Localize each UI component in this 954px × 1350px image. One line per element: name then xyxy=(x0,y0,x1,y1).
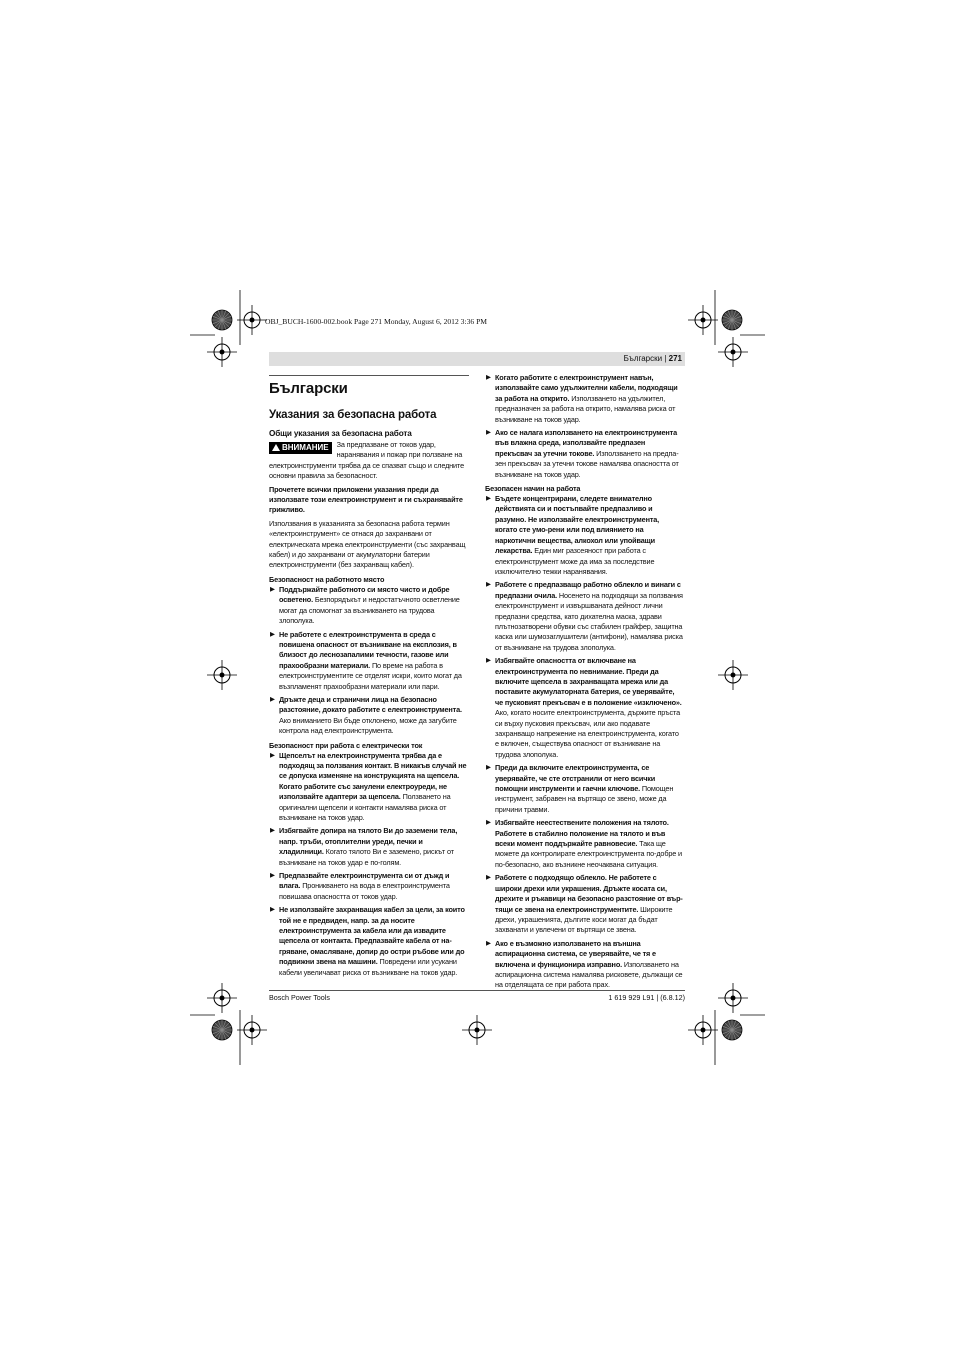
warning-badge xyxy=(269,442,332,454)
warning-triangle-icon xyxy=(272,444,280,451)
list-item: ▶ Ако е възможно използването на външна аспирационна система, се уверявайте, че тя е включена и функционира изправно. Използването на аспирационна система намалява рисковете, дължащи се на отделящата се при работа прах. xyxy=(486,938,683,990)
registration-dot xyxy=(701,1028,706,1033)
list-item: ▶ Дръжте деца и странични лица на безопасно разстояние, докато работите с електроинструмента. Ако вниманието Ви бъде отклонено, може да загубите контрола над електроинструмента. xyxy=(270,694,462,736)
list-item: ▶ Бъдете концентрирани, следете внимателно действията си и постъпвайте предпазливо и разумно. Не използвайте електроинструмента, когато сте умо-рени или под влиянието на наркотични вещества, алкохол или упойващи лекарства. Един миг разсеяност при работа с електроинструмент може да има за последствие изключително тежки наранявания. xyxy=(486,494,660,576)
title-rule xyxy=(269,375,469,376)
term-definition: Използвания в указанията за безопасна работа термин «електроинструмент» се отнася до захранвани от електрическата мрежа електроинструменти (със захранващ кабел) и до захранвани от акумулаторни батерии електроинструменти (без захранващ кабел). xyxy=(269,518,466,570)
electrical-list xyxy=(269,751,467,979)
safe-work-list xyxy=(485,494,683,991)
registration-dot xyxy=(731,350,736,355)
registration-dot xyxy=(250,318,255,323)
bullet-arrow-icon: ▶ xyxy=(270,751,275,759)
header-language: Български xyxy=(623,354,663,363)
bullet-arrow-icon: ▶ xyxy=(486,429,491,437)
list-item: ▶ Избягвайте опасността от включване на електроинструмента по невнимание. Преди да включите щепсела в захранващата мрежа или да поставите акумулаторната батерия, се уверявайте, че пусковият прекъсвач е в положение «изключено». Ако, когато носите електроинструмента, държите пръста си върху пусковия прекъсвач, или ако подавате захранващо напрежение на електроинструмента, когато е включен, съществува опасност от възникване на трудова злополука. xyxy=(486,656,682,759)
left-column xyxy=(269,380,467,981)
bullet-arrow-icon: ▶ xyxy=(270,827,275,835)
registration-dot xyxy=(220,350,225,355)
page-number: 271 xyxy=(668,354,682,363)
work-area-heading: Безопасност на работното място xyxy=(269,574,385,584)
list-item: ▶ Работете с подходящо облекло. Не работете с широки дрехи или украшения. Дръжте косата си, дрехите и ръкавици на безопасно разстояние от вър-тящи се звена на електроинструментите. Широките дрехи, украшенията, дългите коси могат да бъдат захванати и увлечени от въртящи се звена. xyxy=(486,873,683,935)
electrical-heading: Безопасност при работа с електрически ток xyxy=(269,740,423,750)
list-item: ▶ Не използвайте захранващия кабел за цели, за които той не е предвиден, напр. за да носите електроинструмента за кабела или да извадите щепсела от контакта. Предпазвайте кабела от на-гряване, омасляване, допир до остри ръбове или до подвижни звена на машини. Повредени или усукани кабели увеличават риска от възникване на токов удар. xyxy=(270,905,465,977)
bullet-arrow-icon: ▶ xyxy=(270,872,275,880)
list-item: ▶ Преди да включите електроинструмента, се уверявайте, че сте отстранили от него всички помощни инструменти и гаечни ключове. Помощен инструмент, забравен на въртящо се звено, може да причини травми. xyxy=(486,763,674,814)
registration-dot xyxy=(731,996,736,1001)
list-item: ▶ Щепселът на електроинструмента трябва да е подходящ за ползвания контакт. В никакъв случай не се допуска изменяне на конструкцията на щепсела. Когато работите със занулени електроуреди, не използвайте адаптери за щепсела. Ползването на оригинални щепсели и контакти намалява риска от възникване на токов удар. xyxy=(270,750,467,822)
registration-dot xyxy=(701,318,706,323)
bullet-arrow-icon: ▶ xyxy=(270,630,275,638)
list-item: ▶ Избягвайте неестествените положения на тялото. Работете в стабилно положение на тялото и във всеки момент поддържайте равновесие. Така ще можете да контролирате електроинструмента по-добре и по-безопасно, ако възникне неочаквана ситуация. xyxy=(486,818,682,869)
bullet-arrow-icon: ▶ xyxy=(486,374,491,381)
registration-dot xyxy=(731,673,736,678)
bullet-arrow-icon: ▶ xyxy=(270,695,275,703)
bullet-arrow-icon: ▶ xyxy=(486,939,491,947)
registration-dot xyxy=(250,1028,255,1033)
right-column xyxy=(485,373,683,994)
warning-block xyxy=(269,440,467,482)
work-area-list xyxy=(269,585,467,737)
footer-brand: Bosch Power Tools xyxy=(269,993,330,1002)
header-separator: | xyxy=(664,354,669,363)
registration-dot xyxy=(475,1028,480,1033)
list-item: ▶ Ако се налага използването на електроинструмента във влажна среда, използвайте предпазен прекъсвач за утечни токове. Използването на предпа-зен прекъсвач за утечни токове намалява опасността от възникване на токов удар. xyxy=(486,428,679,479)
electrical-list-continued xyxy=(485,373,683,480)
bullet-arrow-icon: ▶ xyxy=(486,657,491,665)
safe-work-heading: Безопасен начин на работа xyxy=(485,484,581,494)
bullet-arrow-icon: ▶ xyxy=(486,581,491,589)
bullet-arrow-icon: ▶ xyxy=(270,906,275,914)
list-item: ▶ Избягвайте допира на тялото Ви до заземени тела, напр. тръби, отоплителни уреди, печки и хладилници. Когато тялото Ви е заземено, рискът от възникване на токов удар е по-голям. xyxy=(270,826,458,867)
bullet-arrow-icon: ▶ xyxy=(486,819,491,827)
registration-dot xyxy=(220,673,225,678)
running-header xyxy=(269,352,685,366)
list-item: ▶ Предпазвайте електроинструмента си от дъжд и влага. Проникването на вода в електроинструмента повишава опасността от токов удар. xyxy=(270,871,450,901)
general-heading: Общи указания за безопасна работа xyxy=(269,429,412,438)
list-item: ▶ Поддържайте работното си място чисто и добре осветено. Безпорядъкът и недостатъчното осветление могат да спомогнат за възникването на трудова злополука. xyxy=(270,584,460,626)
warning-text: За предпазване от токов удар, наранявания и пожар при ползване на електроинструменти трябва да се спазват също и следните основни правила за безопасност. xyxy=(269,440,464,481)
warning-label: ВНИМАНИЕ xyxy=(282,443,329,452)
registration-dot xyxy=(220,996,225,1001)
bullet-arrow-icon: ▶ xyxy=(486,764,491,772)
footer-rule xyxy=(269,990,685,991)
bullet-arrow-icon: ▶ xyxy=(270,585,275,593)
page-title: Български xyxy=(269,380,348,397)
bullet-arrow-icon: ▶ xyxy=(486,874,491,882)
list-item: ▶ Когато работите с електроинструмент навън, използвайте само удължителни кабели, подходящи за работа на открито. Използването на удължител, предназначен за работа на открито, намалява риска от възникване на токов удар. xyxy=(486,373,678,424)
list-item: ▶ Не работете с електроинструмента в среда с повишена опасност от възникване на експлозия, в близост до леснозапалими течности, газове или прахообразни материали. По време на работа в електроинструментите се отделят искри, които могат да възпламенят прахообразни материали или пари. xyxy=(270,629,462,691)
read-instructions: Прочетете всички приложени указания преди да използвате този електроинструмент и ги съхранявайте грижливо. xyxy=(269,484,463,515)
section-heading: Указания за безопасна работа xyxy=(269,409,437,421)
footer-code: 1 619 929 L91 | (6.8.12) xyxy=(608,993,685,1002)
bullet-arrow-icon: ▶ xyxy=(486,495,491,503)
file-slug: OBJ_BUCH-1600-002.book Page 271 Monday, August 6, 2012 3:36 PM xyxy=(265,317,488,326)
list-item: ▶ Работете с предпазващо работно облекло и винаги с предпазни очила. Носенето на подходящи за ползвания електроинструмент и извършваната дейност лични предпазни средства, като дихателна маска, здрави плътнозатворени обувки със стабилен грайфер, защитна каска или шумозаглушители (антифони), намалява риска от възникване на трудова злополука. xyxy=(486,580,683,652)
